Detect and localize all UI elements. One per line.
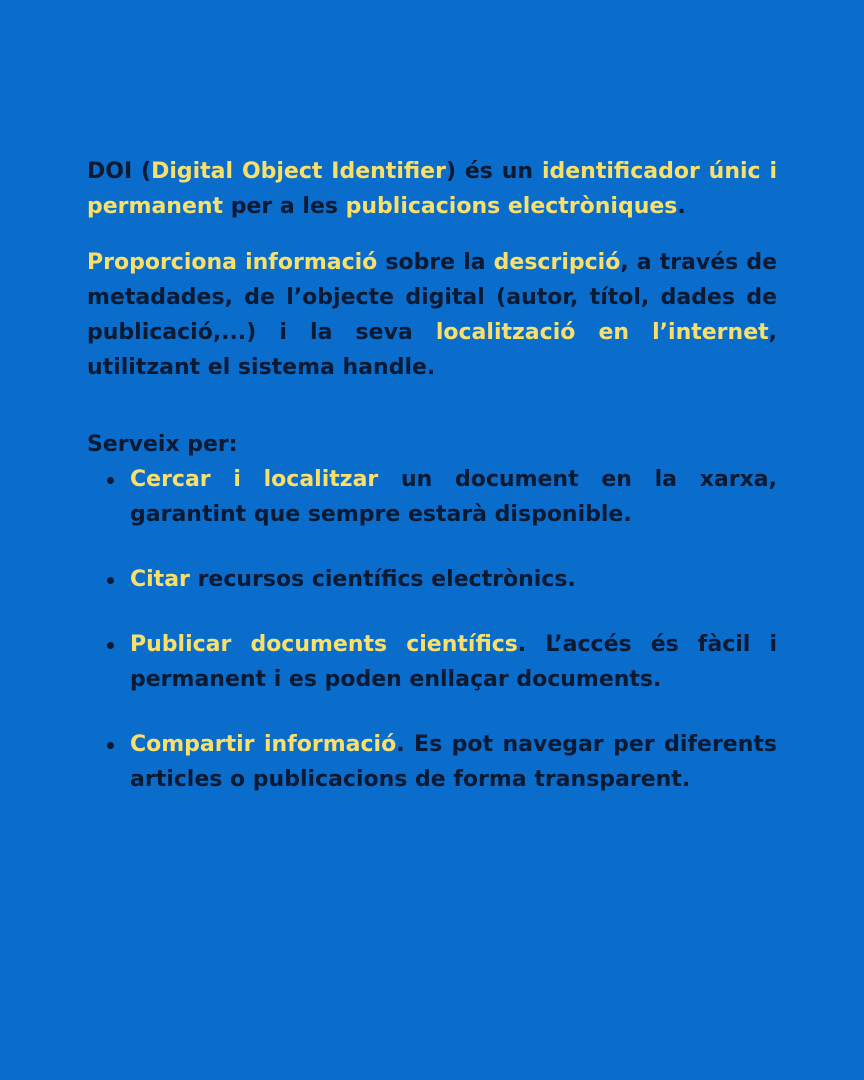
use-text: . Es pot navegar per diferents articles o publicacions de forma transparent. (130, 732, 777, 792)
uses-list (87, 462, 777, 797)
intro-text: . (677, 194, 686, 219)
highlight-location: localització en l’internet (435, 320, 769, 345)
use-highlight: Compartir informació (130, 732, 397, 757)
intro-paragraph-doi (87, 154, 777, 224)
bullet-icon (107, 577, 114, 584)
serveix-heading: Serveix per: (87, 432, 238, 457)
intro-text: sobre la (377, 250, 494, 275)
list-item (87, 727, 777, 797)
intro-text: per a les (223, 194, 346, 219)
intro-paragraph-information (87, 245, 777, 385)
list-item (87, 627, 777, 697)
use-text: recursos científics electrònics. (189, 567, 576, 592)
use-highlight: Citar (130, 567, 190, 592)
intro-text: DOI ( (87, 159, 152, 184)
intro-text: , utilitzant el sistema handle. (87, 320, 777, 380)
highlight-description: descripció (493, 250, 621, 275)
use-text: . L’accés és fàcil i permanent i es poden enllaçar documents. (130, 632, 777, 692)
intro-text: ) és un (445, 159, 542, 184)
bullet-icon (107, 477, 114, 484)
highlight-unique-identifier: identificador únic i permanent (87, 159, 777, 219)
use-highlight: Publicar documents científics (130, 632, 518, 657)
highlight-electronic-publications: publicacions electròniques (345, 194, 678, 219)
use-text: un document en la xarxa, garantint que sempre estarà disponible. (130, 467, 777, 527)
bullet-icon (107, 742, 114, 749)
highlight-provides-information: Proporciona informació (87, 250, 378, 275)
list-item (87, 562, 777, 597)
list-item (87, 462, 777, 532)
highlight-digital-object-identifier: Digital Object Identifier (151, 159, 446, 184)
bullet-icon (107, 642, 114, 649)
content-block (87, 154, 777, 797)
intro-text: , a través de metadades, de l’objecte digital (autor, títol, dades de publicació,...) i la seva (87, 250, 778, 345)
use-highlight: Cercar i localitzar (130, 467, 379, 492)
